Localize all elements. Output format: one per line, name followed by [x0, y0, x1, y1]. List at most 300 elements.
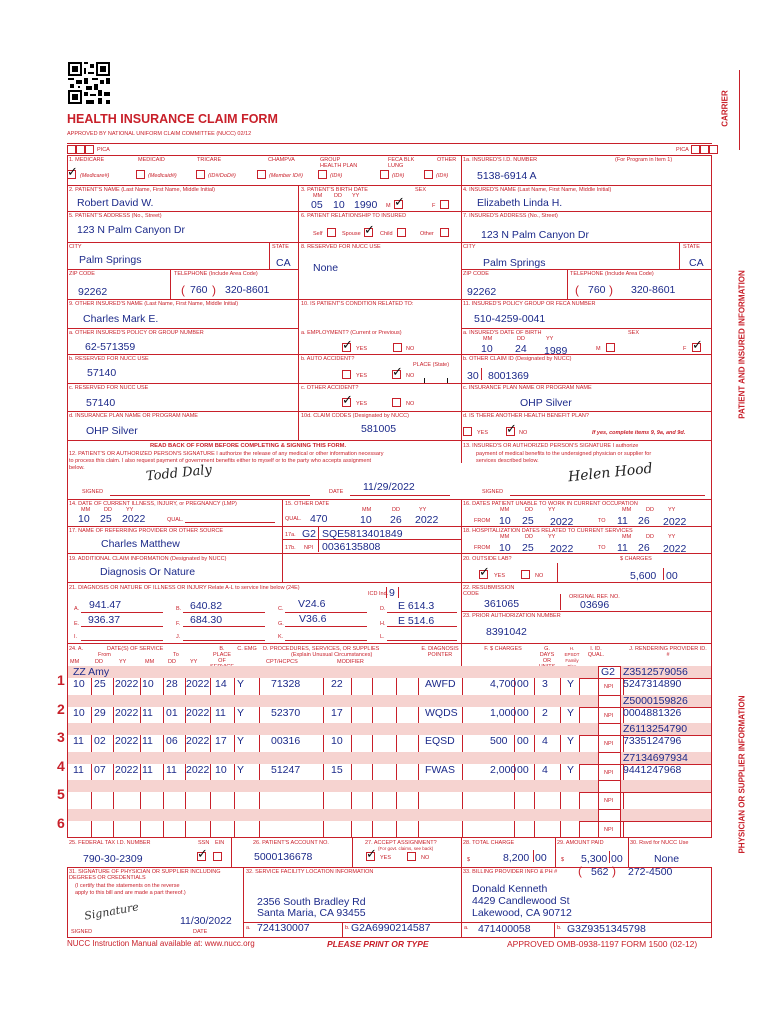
medicare-check-icon[interactable]: ✓ [67, 164, 78, 179]
field-label: YY [668, 534, 676, 540]
form-rule [67, 155, 712, 156]
billing-area-code[interactable]: 562 [591, 866, 609, 878]
reserved-nucc-8[interactable]: None [313, 262, 339, 274]
accept-assignment-yes-check-icon[interactable]: ✓ [366, 846, 377, 861]
service-emg[interactable]: Y [237, 763, 245, 776]
checkbox [85, 145, 94, 154]
service-fd[interactable]: 02 [94, 735, 106, 747]
field-label: $ [561, 857, 565, 863]
field-value: 26 [638, 542, 650, 554]
form-rule [259, 678, 260, 695]
form-element: ( [181, 283, 185, 297]
other-plan-no-check-icon[interactable]: ✓ [506, 421, 517, 436]
diagnosis-g[interactable]: V36.6 [299, 613, 327, 625]
patient-state[interactable]: CA [276, 257, 291, 269]
form-rule [628, 837, 629, 867]
employment-yes-check-icon[interactable]: ✓ [342, 337, 353, 352]
field-label: G. DAYS OR [539, 646, 555, 664]
claim-codes[interactable]: 581005 [361, 423, 397, 435]
field-value: G2 [302, 528, 317, 540]
form-rule [534, 764, 535, 781]
form-rule [351, 707, 352, 724]
service-cpt[interactable]: 71328 [271, 678, 301, 690]
insurance-plan-11c[interactable]: OHP Silver [520, 397, 572, 409]
field-label: SIGNED [82, 489, 104, 495]
field-label: ZIP CODE [69, 271, 95, 277]
form-rule [598, 752, 599, 781]
service-shaded-info[interactable]: ZZ Amy [73, 666, 110, 678]
billing-address-line2[interactable]: Lakewood, CA 90712 [472, 907, 572, 919]
checkbox [136, 170, 145, 179]
insured-sex-f-check-icon[interactable]: ✓ [692, 337, 703, 352]
form-rule [67, 582, 712, 583]
form-rule [711, 155, 712, 837]
field-label: TO [598, 518, 606, 524]
service-fy[interactable]: 2022 [115, 735, 139, 747]
field-label: I. [74, 634, 78, 640]
field-label: MM [81, 507, 91, 513]
diagnosis-e[interactable]: 936.37 [88, 614, 121, 626]
field-label: F [432, 203, 436, 209]
field-label: M [386, 203, 391, 209]
service-mod[interactable]: 10 [331, 735, 343, 747]
field-label: 26. PATIENT'S ACCOUNT NO. [253, 840, 329, 846]
service-fd[interactable]: 25 [94, 678, 106, 690]
form-rule [386, 587, 387, 598]
form-rule [67, 553, 712, 554]
field-label: FROM [474, 518, 491, 524]
service-epsdt[interactable]: Y [567, 706, 575, 719]
service-tm[interactable]: 11 [142, 735, 153, 747]
service-pos[interactable]: 10 [215, 763, 227, 776]
field-label: a. INSURED'S DATE OF BIRTH [463, 330, 542, 336]
service-td[interactable]: 01 [166, 706, 178, 719]
field-label: E. DIAGNOSIS POINTER [421, 646, 459, 658]
service-cents[interactable]: 00 [517, 706, 529, 719]
auto-accident-no-check-icon[interactable]: ✓ [392, 364, 403, 379]
form-rule [183, 626, 265, 627]
service-cpt[interactable]: 00316 [271, 735, 301, 747]
service-pos[interactable]: 17 [215, 735, 227, 747]
form-element [68, 62, 110, 104]
diagnosis-a[interactable]: 941.47 [89, 599, 122, 611]
field-label: YY [419, 507, 427, 513]
form-rule [140, 821, 141, 838]
form-rule [91, 707, 92, 724]
form-rule [163, 707, 164, 724]
service-shaded-id[interactable]: Z7134697934 [623, 751, 688, 764]
form-rule [81, 640, 163, 641]
field-label: 17b. [285, 545, 296, 551]
field-value: 25 [522, 515, 534, 527]
field-value: 30 [467, 370, 479, 382]
form-rule [620, 666, 621, 695]
field-label: CITY [69, 244, 82, 250]
field-label: (For Program in Item 1) [615, 157, 673, 163]
total-charge[interactable]: 8,200 [503, 852, 530, 864]
field-value: 26 [390, 514, 402, 526]
service-id-qual[interactable]: G2 [601, 666, 616, 678]
referring-provider-name[interactable]: Charles Matthew [101, 538, 180, 550]
form-rule [323, 821, 324, 838]
facility-other-id[interactable]: G2A6990214587 [351, 922, 431, 934]
insured-state[interactable]: CA [689, 257, 704, 269]
service-npi[interactable]: 5247314890 [623, 678, 682, 690]
field-label: ZIP CODE [463, 271, 489, 277]
checkbox [318, 170, 327, 179]
other-insured-name[interactable]: Charles Mark E. [83, 313, 159, 325]
service-npi[interactable]: 0004881326 [623, 706, 682, 719]
form-rule [67, 411, 712, 412]
field-label: 17a. [285, 532, 296, 538]
form-rule [170, 269, 171, 299]
form-rule [387, 640, 457, 641]
form-rule [163, 792, 164, 809]
service-td[interactable]: 06 [166, 735, 178, 747]
field-value: 00 [611, 853, 623, 865]
field-label: (I certify that the statements on the reverse [75, 883, 180, 889]
service-fm[interactable]: 10 [73, 678, 85, 690]
form-rule [351, 821, 352, 838]
form-rule [234, 707, 235, 724]
form-rule [396, 735, 397, 752]
form-rule [620, 780, 621, 809]
form-rule [91, 821, 92, 838]
field-label: YY [190, 659, 198, 665]
field-label: SEX [628, 330, 640, 336]
field-value: 25 [100, 513, 112, 525]
service-npi[interactable]: 9441247968 [623, 763, 682, 776]
service-charge[interactable]: 1,000 [490, 706, 517, 719]
service-charge[interactable]: 2,000 [490, 763, 517, 776]
service-cents[interactable]: 00 [517, 735, 529, 747]
form-rule [269, 242, 270, 269]
form-rule [620, 809, 621, 838]
form-rule [81, 612, 163, 613]
service-pos[interactable]: 11 [215, 706, 226, 719]
form-element [739, 70, 740, 150]
checkbox [342, 370, 351, 379]
service-epsdt[interactable]: Y [567, 735, 575, 747]
field-label: MM [483, 336, 493, 342]
service-pos[interactable]: 14 [215, 678, 227, 690]
checkbox [76, 145, 85, 154]
service-fm[interactable]: 11 [73, 735, 84, 747]
field-label: DD [334, 193, 342, 199]
field-label: MM [500, 534, 510, 540]
form-rule [560, 735, 561, 752]
service-npi[interactable]: 7335124796 [623, 735, 682, 747]
prior-authorization-number[interactable]: 8391042 [486, 626, 527, 638]
field-label: TELEPHONE (Include Area Code) [174, 271, 258, 277]
form-rule [163, 735, 164, 752]
patient-sex-m-check-icon[interactable]: ✓ [394, 194, 405, 209]
field-label: d. INSURANCE PLAN NAME OR PROGRAM NAME [69, 413, 198, 419]
service-emg[interactable]: Y [237, 706, 245, 719]
service-cpt[interactable]: 51247 [271, 763, 301, 776]
amount-paid[interactable]: 5,300 [581, 853, 608, 865]
service-td[interactable]: 28 [166, 678, 178, 690]
form-rule [113, 764, 114, 781]
form-rule [396, 821, 397, 838]
form-rule [396, 678, 397, 695]
form-rule [579, 707, 580, 724]
service-cpt[interactable]: 52370 [271, 706, 301, 719]
field-label: MM [622, 507, 632, 513]
referring-npi[interactable]: 0036135808 [322, 541, 381, 553]
billing-other-id[interactable]: G3Z9351345798 [567, 923, 646, 935]
field-label: MM [362, 507, 372, 513]
insured-id-number[interactable]: 5138-6914 A [477, 170, 537, 182]
patient-account-no[interactable]: 5000136678 [254, 851, 313, 863]
patient-phone[interactable]: 320-8601 [225, 284, 270, 296]
facility-address-line1[interactable]: 2356 South Bradley Rd [257, 896, 366, 908]
form-rule [67, 499, 712, 500]
form-rule [579, 792, 580, 809]
service-fy[interactable]: 2022 [115, 763, 139, 776]
facility-address-line2[interactable]: Santa Maria, CA 93455 [257, 907, 366, 919]
form-rule [67, 242, 712, 243]
service-tm[interactable]: 11 [142, 706, 153, 719]
patient-signature: Todd Daly [145, 462, 213, 485]
field-value: 00 [666, 570, 678, 582]
service-emg[interactable]: Y [237, 735, 245, 747]
service-charge[interactable]: 500 [490, 735, 508, 747]
form-rule [140, 792, 141, 809]
form-rule [185, 821, 186, 838]
insured-name[interactable]: Elizabeth Linda H. [477, 197, 563, 209]
service-ty[interactable]: 2022 [186, 706, 210, 719]
form-rule [560, 678, 561, 695]
other-insured-policy[interactable]: 62-571359 [85, 341, 136, 353]
service-ty[interactable]: 2022 [186, 763, 210, 776]
diagnosis-f[interactable]: 684.30 [190, 614, 223, 626]
service-ptr[interactable]: FWAS [425, 763, 455, 776]
field-label: SSN [198, 840, 210, 846]
reserved-nucc-30[interactable]: None [654, 853, 680, 865]
field-label: NO [406, 346, 415, 352]
form-rule [598, 780, 599, 809]
patient-signature-date[interactable]: 11/29/2022 [363, 481, 415, 493]
outside-lab-yes-check-icon[interactable]: ✓ [479, 564, 490, 579]
service-mod[interactable]: 17 [331, 706, 343, 719]
form-rule [67, 643, 712, 644]
patient-city[interactable]: Palm Springs [79, 254, 142, 266]
form-rule [323, 764, 324, 781]
field-label: NO [535, 573, 544, 579]
form-rule [67, 837, 712, 838]
other-accident-yes-check-icon[interactable]: ✓ [342, 392, 353, 407]
field-label: 16. DATES PATIENT UNABLE TO WORK IN CURRENT OCCUPATION [463, 501, 638, 507]
ssn-check-icon[interactable]: ✓ [197, 846, 208, 861]
form-rule [67, 185, 712, 186]
spouse-check-icon[interactable]: ✓ [364, 222, 375, 237]
service-shaded-id[interactable]: Z3512579056 [623, 666, 688, 678]
npi-label: NPI [604, 826, 614, 833]
field-label: DATE(S) OF SERVICE [107, 646, 164, 652]
field-label: YY [548, 534, 556, 540]
service-fy[interactable]: 2022 [115, 706, 139, 719]
service-units[interactable]: 4 [542, 735, 548, 747]
field-label: MEDICAID [138, 157, 165, 163]
service-tm[interactable]: 11 [142, 763, 153, 776]
form-rule [351, 735, 352, 752]
service-cents[interactable]: 00 [517, 763, 529, 776]
insured-phone[interactable]: 320-8601 [631, 284, 676, 296]
service-ptr[interactable]: WQDS [425, 706, 458, 719]
insured-area-code[interactable]: 760 [588, 284, 606, 296]
form-rule [323, 678, 324, 695]
field-label: services described below. [476, 458, 539, 464]
service-units[interactable]: 2 [542, 706, 548, 719]
service-epsdt[interactable]: Y [567, 763, 575, 776]
field-value: 10 [499, 515, 511, 527]
patient-area-code[interactable]: 760 [190, 284, 208, 296]
form-rule [234, 735, 235, 752]
form-rule [620, 695, 621, 724]
service-units[interactable]: 4 [542, 763, 548, 776]
insurance-plan-9d[interactable]: OHP Silver [86, 425, 138, 437]
carrier-label [720, 70, 753, 150]
field-label: a. EMPLOYMENT? (Current or Previous) [301, 330, 402, 336]
physician-section-label [727, 660, 753, 900]
field-label: EIN [215, 840, 225, 846]
field-label: MM [313, 193, 323, 199]
billing-npi[interactable]: 471400058 [478, 923, 531, 935]
form-rule [396, 707, 397, 724]
service-tm[interactable]: 10 [142, 678, 154, 690]
diagnosis-h[interactable]: E 514.6 [398, 615, 435, 627]
resubmission-code[interactable]: 361065 [484, 598, 520, 610]
field-label: I. ID. QUAL. [587, 646, 605, 658]
service-emg[interactable]: Y [237, 678, 245, 690]
service-ptr[interactable]: EQSD [425, 735, 455, 747]
field-label: YES [356, 401, 368, 407]
form-rule [598, 723, 599, 752]
service-epsdt[interactable]: Y [567, 678, 575, 690]
checkbox [440, 228, 449, 237]
field-value: 2022 [415, 514, 439, 526]
form-rule [163, 821, 164, 838]
billing-phone[interactable]: 272-4500 [628, 866, 673, 878]
form-rule [418, 821, 419, 838]
field-label: B. [176, 606, 182, 612]
form-rule [560, 792, 561, 809]
service-units[interactable]: 3 [542, 678, 548, 690]
service-shaded-id[interactable]: Z6113254790 [623, 723, 688, 735]
form-rule [534, 821, 535, 838]
form-rule [461, 837, 462, 867]
field-label: (For govt. claims, see back) [378, 846, 434, 851]
billing-provider-name[interactable]: Donald Kenneth [472, 883, 548, 895]
form-rule [298, 185, 299, 440]
service-fd[interactable]: 07 [94, 763, 106, 776]
outside-lab-charges[interactable]: 5,600 [630, 570, 657, 582]
field-label: MM [500, 507, 510, 513]
form-rule [372, 821, 373, 838]
form-rule [210, 707, 211, 724]
facility-npi[interactable]: 724130007 [257, 922, 310, 934]
insured-policy-group[interactable]: 510-4259-0041 [474, 313, 546, 325]
patient-name[interactable]: Robert David W. [77, 197, 154, 209]
form-rule [418, 678, 419, 695]
form-rule [259, 735, 260, 752]
field-label: 11. INSURED'S POLICY GROUP OR FECA NUMBER [463, 301, 596, 307]
form-rule [398, 587, 399, 598]
field-label: b. [557, 925, 562, 931]
service-fm[interactable]: 11 [73, 763, 84, 776]
physician-signature-date[interactable]: 11/30/2022 [180, 915, 232, 927]
diagnosis-b[interactable]: 640.82 [190, 600, 223, 612]
reserved-nucc-9c[interactable]: 57140 [86, 397, 116, 409]
original-ref-no[interactable]: 03696 [580, 599, 610, 611]
service-mod[interactable]: 22 [331, 678, 343, 690]
insured-zip[interactable]: 92262 [467, 286, 497, 298]
form-rule [67, 937, 712, 938]
service-fd[interactable]: 29 [94, 706, 106, 719]
patient-address[interactable]: 123 N Palm Canyon Dr [77, 224, 185, 236]
service-ptr[interactable]: AWFD [425, 678, 456, 690]
field-label: STATE [683, 244, 700, 250]
npi-label: NPI [604, 712, 614, 719]
form-rule [620, 752, 621, 781]
field-label: 25. FEDERAL TAX I.D. NUMBER [69, 840, 151, 846]
diagnosis-c[interactable]: V24.6 [298, 598, 326, 610]
service-ty[interactable]: 2022 [186, 735, 210, 747]
checkbox [327, 228, 336, 237]
field-value: 25 [522, 542, 534, 554]
field-label: ORIGINAL REF. NO. [569, 594, 620, 600]
reserved-nucc-9b[interactable]: 57140 [87, 367, 117, 379]
shaded-band [620, 809, 711, 821]
service-fm[interactable]: 10 [73, 706, 85, 719]
field-label: QUAL. [285, 516, 302, 522]
form-rule [285, 640, 367, 641]
field-label: To [173, 652, 179, 658]
service-shaded-id[interactable]: Z5000159826 [623, 694, 688, 707]
insured-address[interactable]: 123 N Palm Canyon Dr [481, 229, 589, 241]
referring-17a-id[interactable]: SQE5813401849 [322, 528, 403, 540]
other-claim-id[interactable]: 8001369 [488, 370, 529, 382]
service-ty[interactable]: 2022 [186, 678, 210, 690]
insured-city[interactable]: Palm Springs [483, 257, 546, 269]
service-cents[interactable]: 00 [517, 678, 529, 690]
field-label: DATE [329, 489, 344, 495]
field-label: 14. DATE OF CURRENT ILLNESS, INJURY, or PREGNANCY (LMP) [69, 501, 237, 507]
field-label: CITY [463, 244, 476, 250]
form-rule [418, 735, 419, 752]
federal-tax-id[interactable]: 790-30-2309 [83, 853, 143, 865]
service-mod[interactable]: 15 [331, 763, 343, 776]
billing-address-line1[interactable]: 4429 Candlewood St [472, 895, 570, 907]
shaded-band [68, 723, 598, 735]
service-td[interactable]: 11 [166, 763, 177, 776]
patient-zip[interactable]: 92262 [78, 286, 108, 298]
form-rule [234, 792, 235, 809]
form-rule [533, 850, 534, 862]
service-fy[interactable]: 2022 [115, 678, 139, 690]
field-value: 26 [638, 515, 650, 527]
form-rule [418, 707, 419, 724]
field-label: L. [380, 634, 385, 640]
field-label: YY [126, 507, 134, 513]
field-label: G. [278, 621, 284, 627]
form-rule [623, 821, 624, 838]
additional-claim-info[interactable]: Diagnosis Or Nature [100, 566, 196, 578]
field-value: 2022 [663, 516, 687, 528]
diagnosis-d[interactable]: E 614.3 [398, 600, 435, 612]
service-charge[interactable]: 4,700 [490, 678, 517, 690]
